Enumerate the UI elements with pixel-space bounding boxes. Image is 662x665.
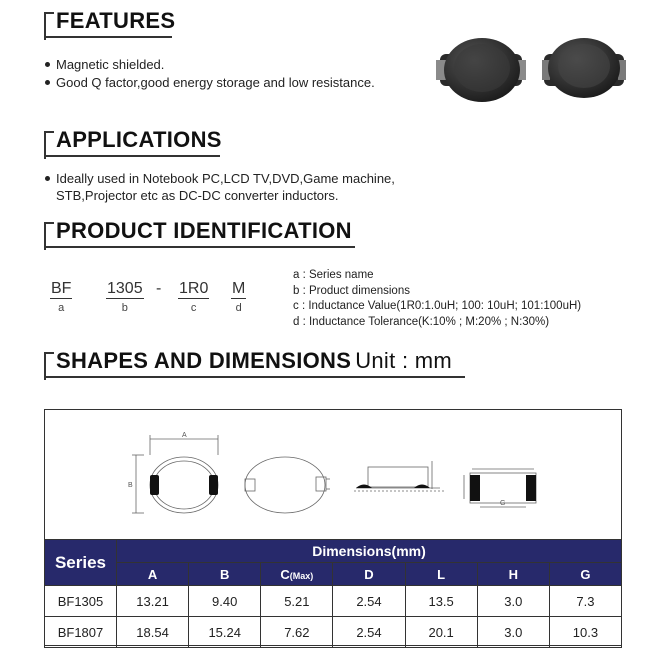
shapes-unit: Unit : mm <box>355 348 453 373</box>
label-g: G <box>500 500 506 507</box>
value-cell: 2.54 <box>333 617 405 648</box>
value-cell: 5.21 <box>261 586 333 617</box>
inductor-photo-left <box>436 38 526 102</box>
legend-item: d : Inductance Tolerance(K:10% ; M:20% ; N:30%) <box>293 315 550 328</box>
value-cell: 2.54 <box>333 586 405 617</box>
dimensions-header: Dimensions(mm) <box>117 540 622 563</box>
applications-section-title <box>44 127 224 157</box>
value-cell: 3.0 <box>477 586 549 617</box>
value-cell: 13.21 <box>117 586 189 617</box>
col-header: G <box>549 563 621 586</box>
part-code-b: 1305 b <box>107 280 143 314</box>
series-cell: BF1807 <box>45 617 117 648</box>
table-row <box>45 617 622 648</box>
features-title: FEATURES <box>56 8 176 33</box>
col-header: D <box>333 563 405 586</box>
value-cell: 7.3 <box>549 586 621 617</box>
identification-legend <box>293 268 581 330</box>
product-identification-section-title <box>44 218 359 248</box>
label-b: B <box>128 482 133 489</box>
part-dash: - <box>156 280 162 297</box>
dimensions-table <box>44 539 622 648</box>
feature-item: Good Q factor,good energy storage and low resistance. <box>45 74 375 91</box>
col-header: A <box>117 563 189 586</box>
value-cell: 20.1 <box>405 617 477 648</box>
shapes-section-title <box>44 348 469 378</box>
product-identification-title: PRODUCT IDENTIFICATION <box>56 218 352 243</box>
col-header: B <box>189 563 261 586</box>
col-header: H <box>477 563 549 586</box>
legend-item: a : Series name <box>293 269 374 281</box>
table-row <box>45 586 622 617</box>
value-cell: 9.40 <box>189 586 261 617</box>
inductor-photo-right <box>542 38 626 98</box>
value-cell: 13.5 <box>405 586 477 617</box>
dimension-drawing <box>120 425 560 525</box>
col-header: C(Max) <box>261 563 333 586</box>
value-cell: 18.54 <box>117 617 189 648</box>
col-header: L <box>405 563 477 586</box>
part-code-d: M d <box>232 280 246 314</box>
shapes-title: SHAPES AND DIMENSIONS <box>56 348 352 373</box>
feature-item: Magnetic shielded. <box>45 56 164 73</box>
application-item: Ideally used in Notebook PC,LCD TV,DVD,Game machine, STB,Projector etc as DC-DC converter inductors. <box>45 170 395 204</box>
label-a: A <box>182 432 187 439</box>
product-photo <box>432 32 632 108</box>
series-header: Series <box>45 540 117 586</box>
series-cell: BF1305 <box>45 586 117 617</box>
legend-item: c : Inductance Value(1R0:1.0uH; 100: 10uH; 101:100uH) <box>293 300 582 312</box>
value-cell: 3.0 <box>477 617 549 648</box>
features-section-title <box>44 8 174 38</box>
legend-item: b : Product dimensions <box>293 284 410 297</box>
applications-title: APPLICATIONS <box>56 127 222 152</box>
value-cell: 15.24 <box>189 617 261 648</box>
part-code-a: BF a <box>51 280 72 314</box>
part-code-c: 1R0 c <box>179 280 209 314</box>
value-cell: 7.62 <box>261 617 333 648</box>
value-cell: 10.3 <box>549 617 621 648</box>
